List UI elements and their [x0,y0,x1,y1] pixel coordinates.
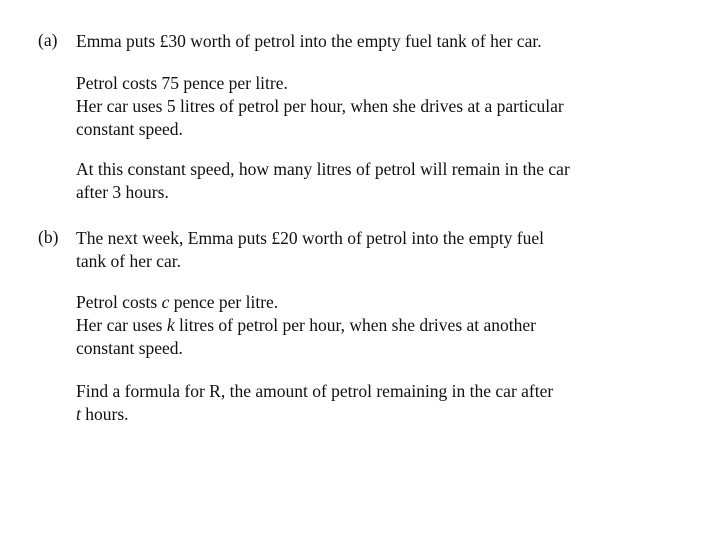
line: Her car uses 5 litres of petrol per hour, when she drives at a particular [76,96,564,116]
part-a-label: (a) [38,30,58,50]
variable: t [76,404,81,424]
text: Petrol costs [76,292,162,312]
text: litres of petrol per hour, when she drives at another [174,315,536,335]
text: pence per litre. [169,292,279,312]
text: Her car uses [76,315,167,335]
line: constant speed. [76,119,183,139]
part-b-label: (b) [38,227,59,247]
line: tank of her car. [76,251,181,271]
part-a-intro: Emma puts £30 worth of petrol into the empty fuel tank of her car. [76,31,542,51]
part-b-intro [76,227,544,273]
text: hours. [80,404,129,424]
part-a-para1 [76,72,564,141]
line [76,314,536,337]
part-a-question [76,158,570,204]
line: Find a formula for R, the amount of petrol remaining in the car after [76,381,554,401]
line [76,403,553,426]
line: The next week, Emma puts £20 worth of petrol into the empty fuel [76,228,545,248]
part-b-question [76,380,553,426]
line: after 3 hours. [76,182,169,202]
variable: k [166,315,175,335]
part-b-para1 [76,291,536,360]
line: Petrol costs 75 pence per litre. [76,73,288,93]
variable: c [161,292,170,312]
line [76,291,536,314]
line: At this constant speed, how many litres of petrol will remain in the car [76,159,570,179]
line: constant speed. [76,338,183,358]
